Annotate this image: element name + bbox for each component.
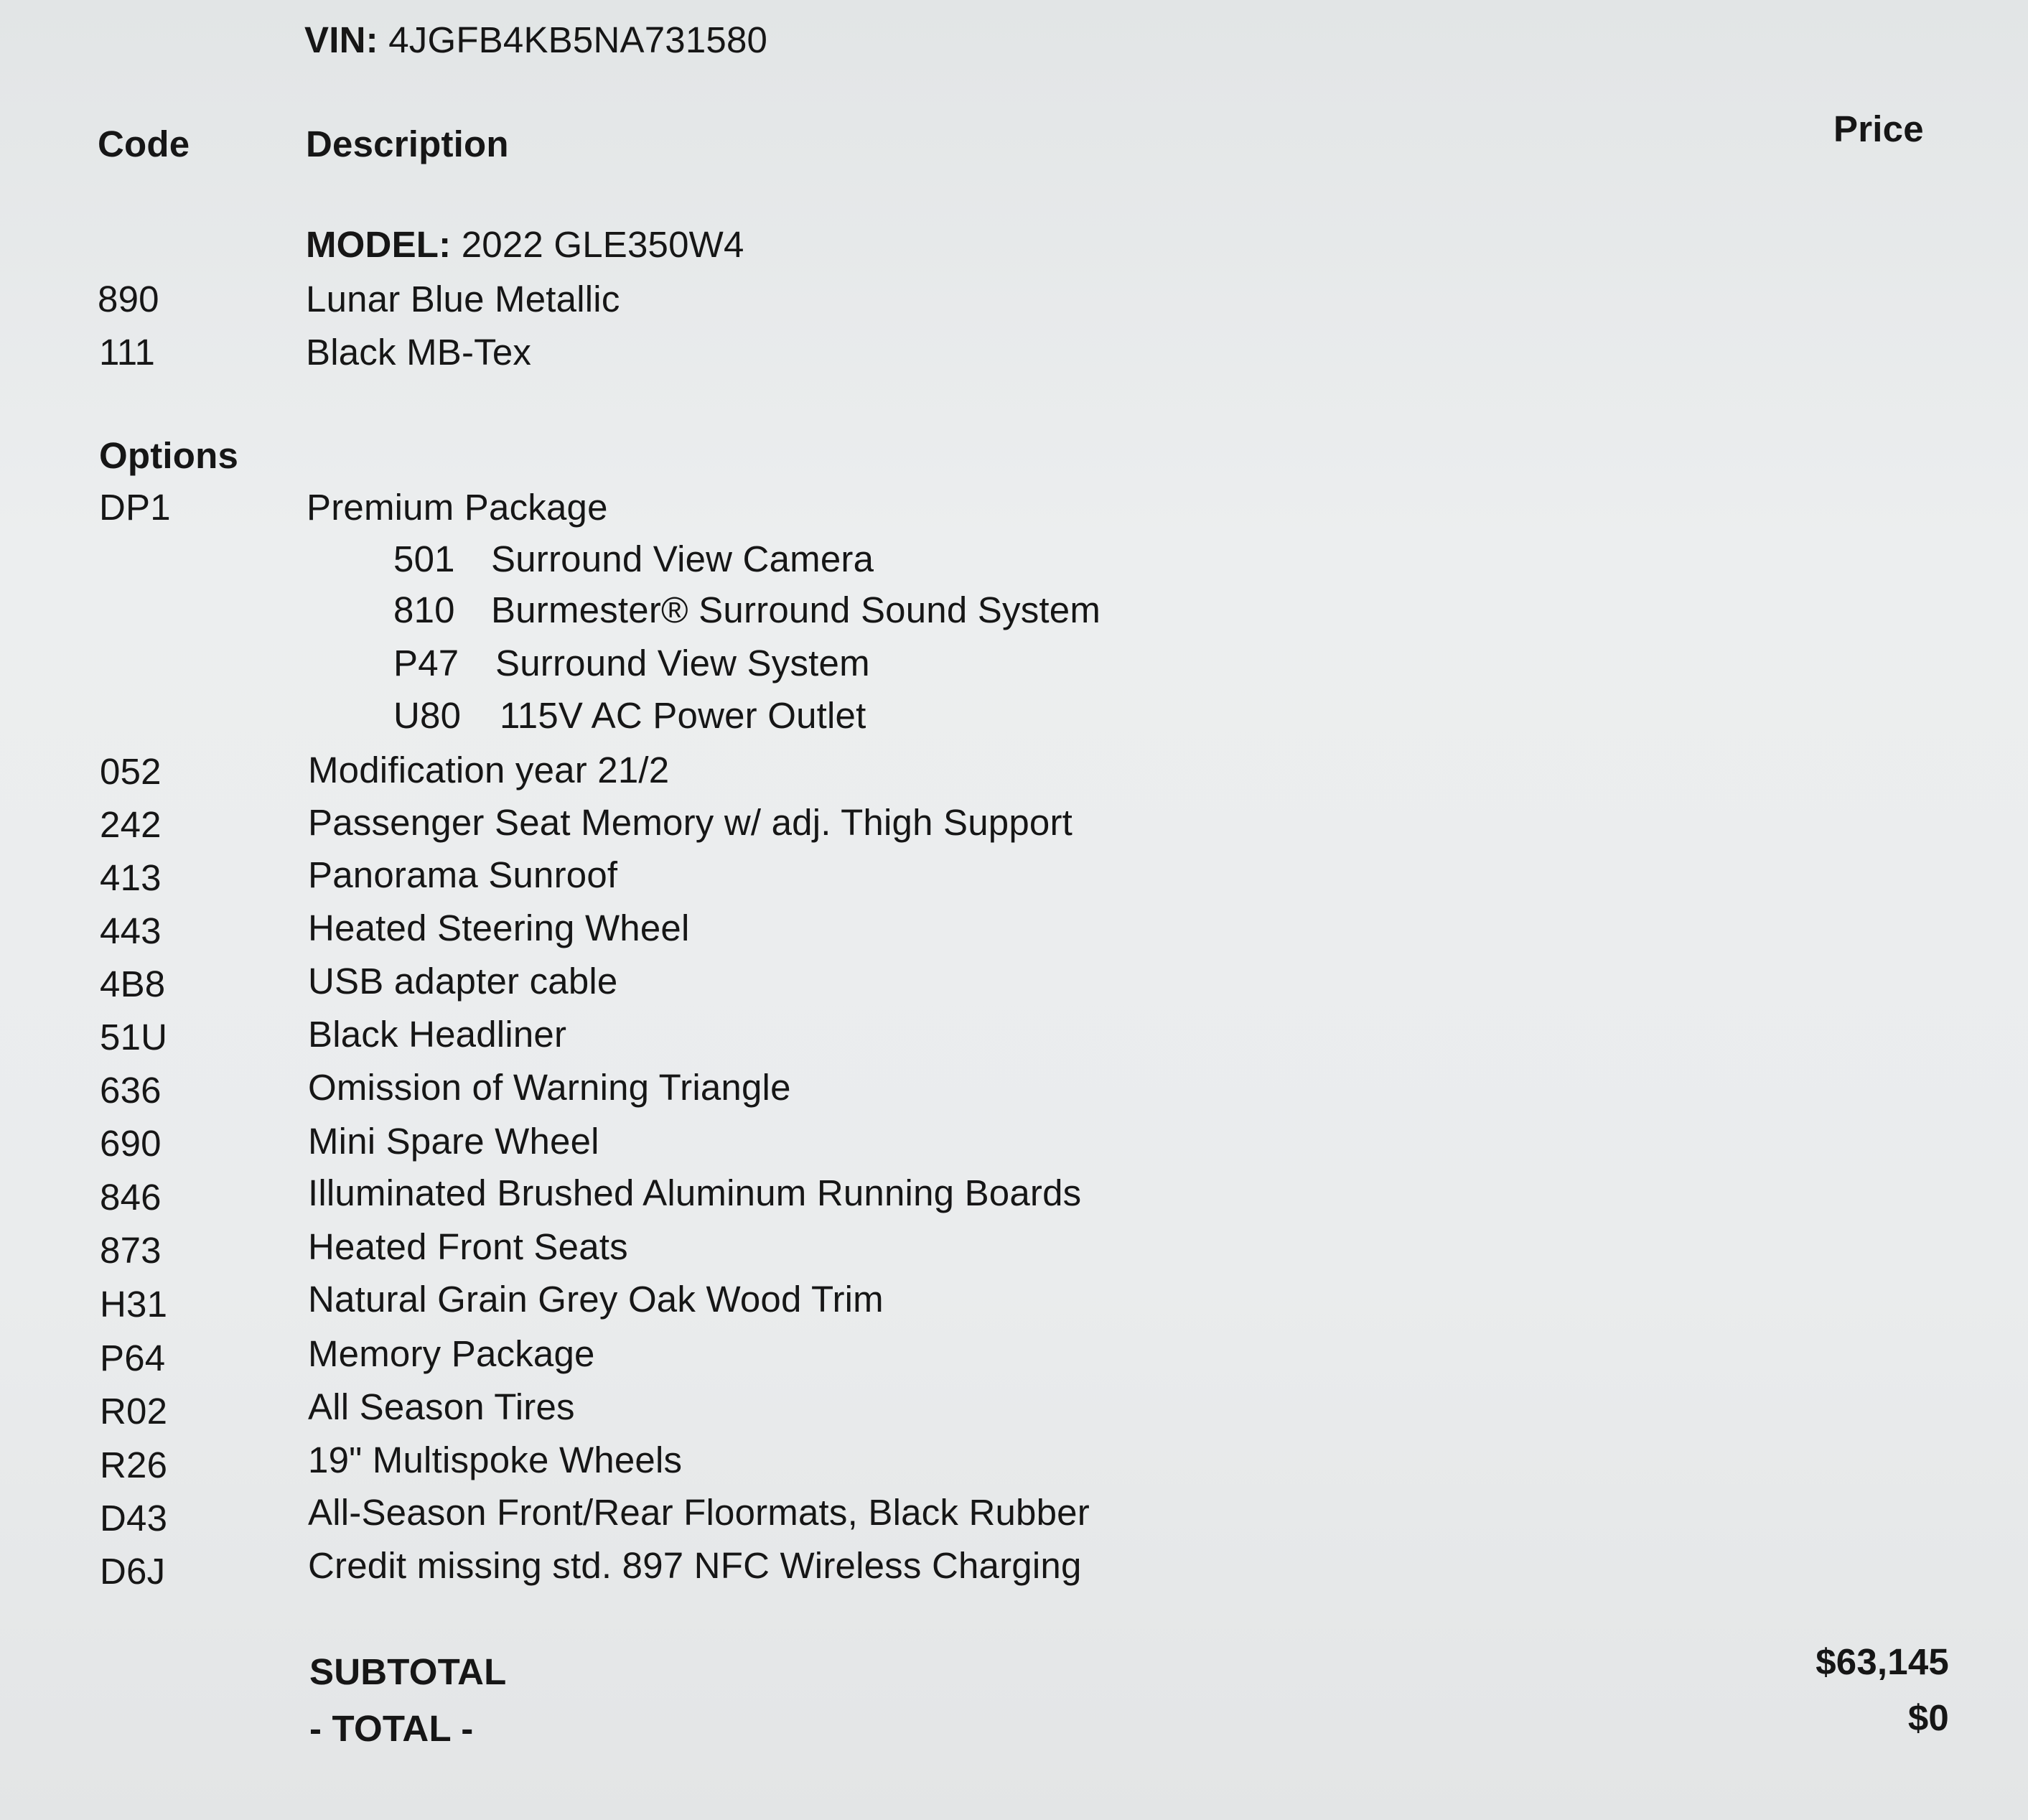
- package-sub-item-code: 501: [393, 538, 455, 579]
- description-column-header: Description: [306, 123, 509, 164]
- options-heading: Options: [99, 435, 239, 476]
- package-sub-item-code: P47: [393, 643, 459, 683]
- option-description: Omission of Warning Triangle: [308, 1067, 791, 1108]
- option-description: Modification year 21/2: [308, 750, 670, 790]
- vin-value: 4JGFB4KB5NA731580: [388, 19, 768, 60]
- package-sub-item-description: Surround View System: [495, 643, 870, 683]
- model-value: 2022 GLE350W4: [461, 224, 744, 265]
- total-value: $0: [1907, 1697, 1949, 1738]
- option-code: R26: [100, 1445, 168, 1485]
- option-code: D6J: [100, 1551, 166, 1592]
- option-code: H31: [100, 1284, 168, 1325]
- subtotal-label: SUBTOTAL: [309, 1651, 507, 1692]
- option-description: Heated Front Seats: [308, 1226, 628, 1267]
- package-sub-item-description: 115V AC Power Outlet: [500, 695, 866, 736]
- option-code: 690: [100, 1123, 162, 1164]
- option-code: 51U: [100, 1017, 168, 1058]
- option-description: Credit missing std. 897 NFC Wireless Charging: [308, 1545, 1082, 1586]
- base-item-description: Lunar Blue Metallic: [306, 279, 620, 319]
- base-item-code: 890: [98, 279, 159, 319]
- option-code: 413: [100, 857, 162, 898]
- option-code: 443: [100, 910, 162, 951]
- option-description: USB adapter cable: [308, 961, 618, 1002]
- option-description: Natural Grain Grey Oak Wood Trim: [308, 1279, 884, 1320]
- total-label: - TOTAL -: [309, 1708, 474, 1749]
- package-description: Premium Package: [307, 487, 608, 528]
- option-description: All-Season Front/Rear Floormats, Black Rubber: [308, 1492, 1090, 1533]
- option-description: Illuminated Brushed Aluminum Running Boards: [308, 1172, 1082, 1213]
- option-description: Memory Package: [308, 1333, 595, 1374]
- option-description: Panorama Sunroof: [308, 854, 618, 895]
- option-description: 19" Multispoke Wheels: [308, 1439, 683, 1480]
- option-description: Passenger Seat Memory w/ adj. Thigh Support: [308, 802, 1073, 843]
- package-sub-item-description: Burmester® Surround Sound System: [491, 589, 1101, 630]
- option-code: 4B8: [100, 963, 166, 1004]
- code-column-header: Code: [98, 123, 190, 164]
- vin-label: VIN:: [304, 19, 378, 60]
- base-item-description: Black MB-Tex: [306, 332, 532, 373]
- package-sub-item-code: U80: [393, 695, 462, 736]
- option-code: 636: [100, 1070, 162, 1111]
- option-code: P64: [100, 1338, 166, 1378]
- option-description: Mini Spare Wheel: [308, 1121, 599, 1162]
- option-code: 052: [100, 751, 162, 792]
- option-code: D43: [100, 1498, 168, 1539]
- option-description: Black Headliner: [308, 1014, 567, 1055]
- model-line: [306, 223, 744, 266]
- package-sub-item-code: 810: [393, 589, 455, 630]
- vin-line: [304, 19, 767, 62]
- package-sub-item-description: Surround View Camera: [491, 538, 874, 579]
- base-item-code: 111: [99, 332, 156, 373]
- option-code: 846: [100, 1177, 162, 1218]
- option-description: All Season Tires: [308, 1386, 575, 1427]
- option-code: 242: [100, 804, 162, 845]
- model-label: MODEL:: [306, 224, 452, 265]
- option-code: 873: [100, 1230, 162, 1271]
- subtotal-value: $63,145: [1816, 1641, 1949, 1682]
- option-code: R02: [100, 1391, 168, 1432]
- price-column-header: Price: [1833, 108, 1924, 149]
- option-description: Heated Steering Wheel: [308, 907, 690, 948]
- package-code: DP1: [99, 487, 171, 528]
